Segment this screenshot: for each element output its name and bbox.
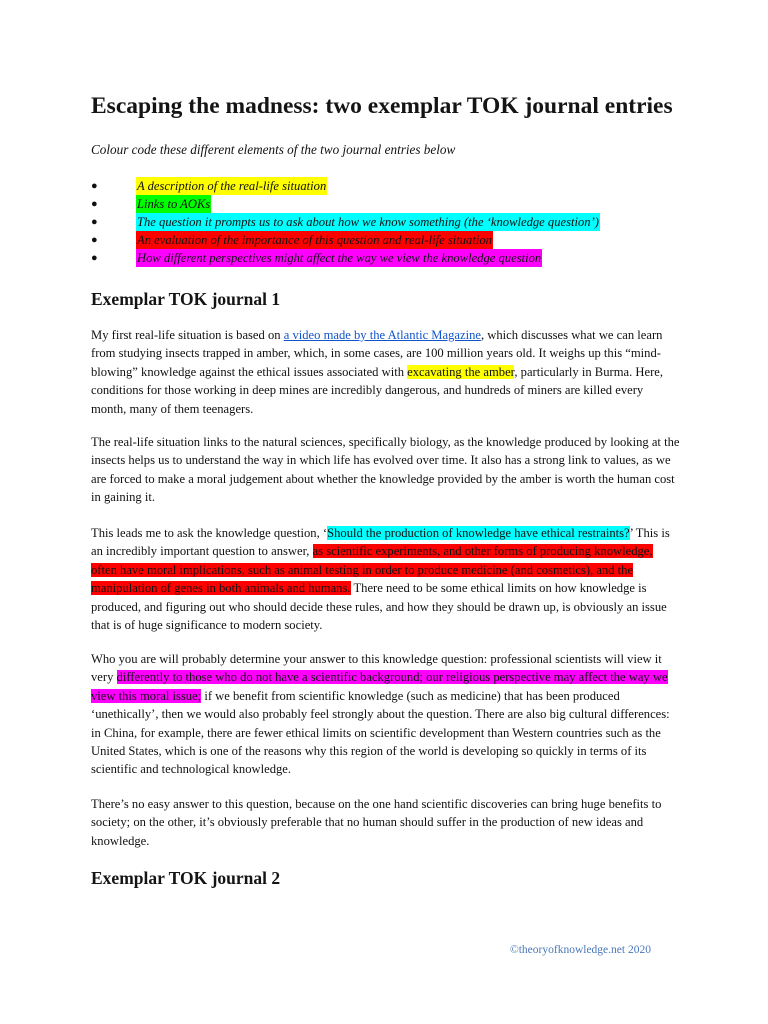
bullet-icon: ● [91, 198, 98, 210]
highlight-knowledge-question: Should the production of knowledge have ethical restraints? [327, 526, 630, 540]
legend-item-evaluation [91, 231, 600, 249]
legend-label: How different perspectives might affect the way we view the knowledge question [137, 251, 542, 265]
page-title: Escaping the madness: two exemplar TOK journal entries [91, 93, 673, 119]
highlight-situation: excavating the amber [407, 364, 515, 379]
legend-label: An evaluation of the importance of this question and real-life situation [137, 233, 492, 247]
journal-2-heading: Exemplar TOK journal 2 [91, 868, 281, 888]
journal-1-heading: Exemplar TOK journal 1 [91, 289, 281, 309]
colour-legend [91, 177, 600, 267]
bullet-icon: ● [91, 252, 98, 264]
bullet-icon: ● [91, 180, 98, 192]
journal-1-paragraph-1: My first real-life situation is based on a video made by the Atlantic Magazine, which discusses what we can learn from studying insects trapped in amber, which, in some cases, are 100 million years old. It weighs up this “mind-blowing” knowledge against the ethical issues associated with excavating the amber, particularly in Burma. Here, conditions for those working in deep mines are incredibly dangerous, and hundreds of miners are killed every month, many of them teenagers. [91, 328, 663, 416]
legend-item-situation [91, 177, 600, 195]
bullet-icon: ● [91, 234, 98, 246]
legend-item-knowledge-question [91, 213, 600, 231]
legend-label: Links to AOKs [137, 197, 211, 211]
journal-1-paragraph-2: The real-life situation links to the natural sciences, specifically biology, as the knowledge produced by looking at the insects helps us to understand the way in which life has evolved over time. It also has a strong link to values, as we are forced to make a moral judgement about whether the knowledge provided by the amber is worth the human cost in gaining it. [91, 435, 680, 505]
legend-item-aoks [91, 195, 600, 213]
legend-label: A description of the real-life situation [137, 179, 327, 193]
atlantic-video-link[interactable]: a video made by the Atlantic Magazine [283, 328, 481, 342]
journal-1-paragraph-5: There’s no easy answer to this question, because on the one hand scientific discoveries can bring huge benefits to society; on the other, it’s obviously preferable that no human should suffer in the production of new ideas and knowledge. [91, 797, 662, 848]
copyright-footer: ©theoryofknowledge.net 2020 [510, 944, 651, 956]
legend-label: The question it prompts us to ask about how we know something (the ‘knowledge question’) [137, 215, 599, 229]
legend-item-perspectives [91, 249, 600, 267]
highlight-evaluation: as scientific experiments, and other forms of producing knowledge, often have moral implications, such as animal testing in order to produce medicine (and cosmetics), and the manipulation of genes in both animals and humans. [91, 544, 653, 596]
instruction-text: Colour code these different elements of the two journal entries below [91, 142, 456, 157]
journal-1-paragraph-4: Who you are will probably determine your answer to this knowledge question: professional scientists will view it very differently to those who do not have a scientific background; our religious perspective may affect the way we view this moral issue; if we benefit from scientific knowledge (such as medicine) that has been produced ‘unethically’, then we would also probably feel strongly about the question. There are also big cultural differences: in China, for example, there are fewer ethical limits on scientific development than Western countries such as the United States, which is one of the reasons why this region of the world is developing so quickly in terms of its scientific and technological knowledge. [91, 652, 670, 777]
bullet-icon: ● [91, 216, 98, 228]
highlight-perspectives: differently to those who do not have a scientific background; our religious perspective may affect the way we view this moral issue; [91, 670, 668, 703]
journal-1-paragraph-3: This leads me to ask the knowledge question, ‘Should the production of knowledge have ethical restraints?’ This is an incredibly important question to answer, as scientific experiments, and other forms of producing knowledge, often have moral implications, such as animal testing in order to produce medicine (and cosmetics), and the manipulation of genes in both animals and humans. There need to be some ethical limits on how knowledge is produced, and figuring out who should decide these rules, and how they should be drawn up, is obviously an issue that is of huge significance to modern society. [91, 526, 670, 633]
